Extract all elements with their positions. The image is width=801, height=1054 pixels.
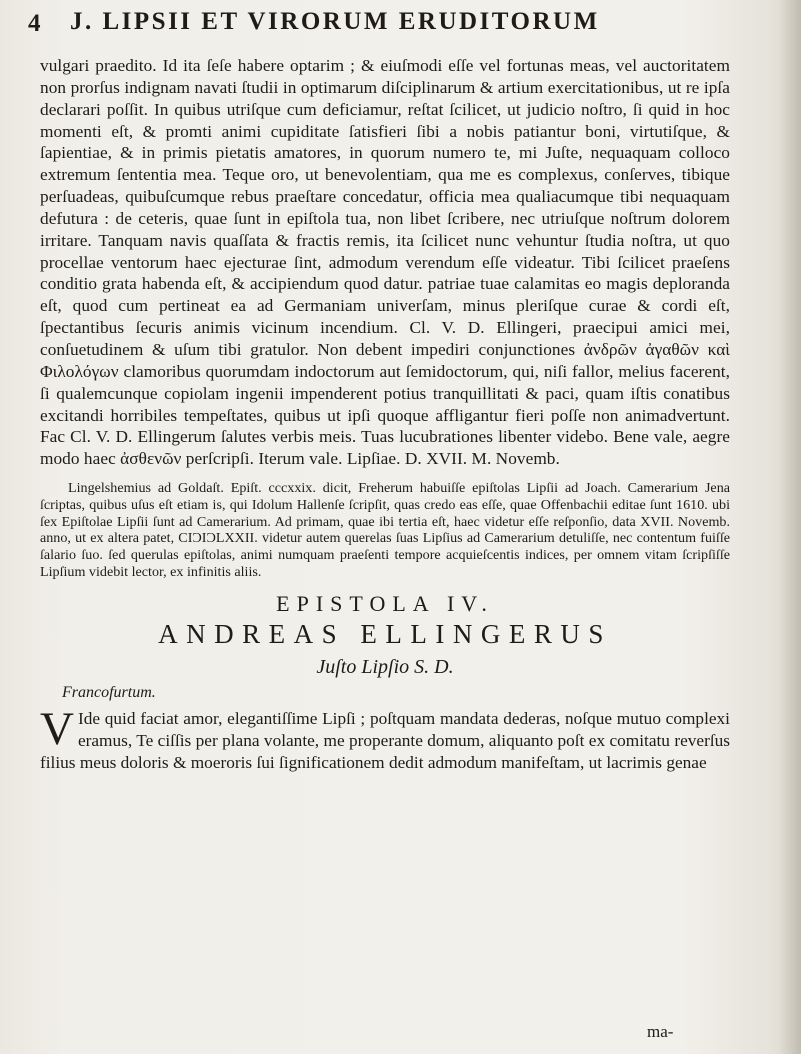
running-title: J. LIPSII ET VIRORUM ERUDITORUM	[70, 8, 600, 35]
page-edge-shadow	[779, 0, 801, 1054]
letter-author: ANDREAS ELLINGERUS	[158, 618, 612, 649]
drop-cap: V	[40, 702, 74, 755]
catchword: ma-	[647, 1022, 674, 1041]
letter-continuation-text: vulgari praedito. Id ita ſeſe habere optarim ; & eiuſmodi eſſe vel fortunas meas, vel auctoritatem non prorſus indignam navati ſtudii in optimarum diſciplinarum & artium exercitationibus, ut re ipſa declarari poſſit. In quibus utriſque cum deficiamur, reſtat ſcilicet, ut judicio noſtro, ſi quid in hoc momenti eſt, & promti animi cupiditate ſatisfieri ſibi a nobis patiantur boni, virtutiſque, & ſapientiae, & in primis pietatis amatores, in quorum numero te, mi Juſte, nequaquam colloco extremum ſententia mea. Teque oro, ut benevolentiam, qua me es complexus, conſerves, tibique perſuadeas, quibuſcumque rebus praeſtare concedatur, officia mea qualiacumque tibi nequaquam defutura : de ceteris, quae ſunt in epiſtola tua, non libet ſcribere, nec utriuſque noſtrum dolorem irritare. Tanquam navis quaſſata & fractis remis, ita ſcilicet nunc vehuntur ſtudia noſtra, ut quo procellae ventorum haec ejecturae ſint, admodum verendum eſſe videatur. Tibi ſcilicet praeſens conditio grata habenda eſt, & accipiendum quod datur. patriae tuae calamitas eo magis deploranda eſt, quod cum pertineat ea ad Germaniam univerſam, minus pleriſque curae & cordi eſt, ſpectantibus ſecuris animis vicinum incendium. Cl. V. D. Ellingeri, praecipui amici mei, conſuetudinem & uſum tibi gratulor. Non debent impediri conjunctiones ἀνδρῶν ἀγαθῶν καὶ Φιλολόγων clamoribus quorumdam indoctorum aut ſemidoctorum, qui, niſi fallor, melius facerent, ſi qualemcunque copiolam ingenii impenderent potius tranquillitati & paci, quam iſtis conatibus excitandi horribiles tempeſtates, quibus ut ipſi quoque affligantur fieri poſſe non animadvertunt. Fac Cl. V. D. Ellingerum ſalutes verbis meis. Tuas lucubrationes libenter videbo. Bene vale, aegre modo haec ἀσθενῶν perſcripſi. Iterum vale. Lipſiae. D. XVII. M. Novemb.	[40, 56, 730, 469]
letter-body-text: Ide quid faciat amor, elegantiſſime Lipſi ; poſtquam mandata dederas, noſque mutuo complexi eramus, Te ciſſis per plana volante, me properante domum, aliquanto poſt ex comitatu reverſus filius meus doloris & moeroris ſui ſignificationem dedit admodum manifeſtam, ut lacrimis genae	[40, 708, 730, 772]
epistola-heading: EPISTOLA IV.	[276, 590, 494, 616]
letter-addressee: Juſto Lipſio S. D.	[316, 655, 454, 678]
page-header	[28, 4, 718, 50]
page-number: 4	[28, 10, 41, 37]
editorial-note: Lingelshemius ad Goldaſt. Epiſt. cccxxix. dicit, Freherum habuiſſe epiſtolas Lipſii ad Joach. Camerarium Jena ſcriptas, quibus uſus eſt etiam is, qui Idolum Hallenſe ſcripſit, quas credo eas eſſe, quae Offenbachii editae ſunt 1610. ubi ſex Epiſtolae Lipſii ſunt ad Camerarium. Ad primam, quae ibi tertia eſt, haec videtur eſſe reſponſio, data XVII. Novemb. anno, ut ex altera patet, CIƆIƆLXXII. videtur autem querelas ſuas Lipſius ad Camerarium detuliſſe, nec contentum fuiſſe ſalario ſuo. ſed querulas epiſtolas, animi numquam praeſenti tempore acquieſcentis indices, per omnem vitam ſcripſiſſe Lipſium videbit lector, ex infinitis aliis.	[40, 480, 730, 581]
page-body	[40, 55, 730, 773]
letter-place: Francofurtum.	[62, 683, 156, 701]
letter-body	[40, 702, 730, 774]
